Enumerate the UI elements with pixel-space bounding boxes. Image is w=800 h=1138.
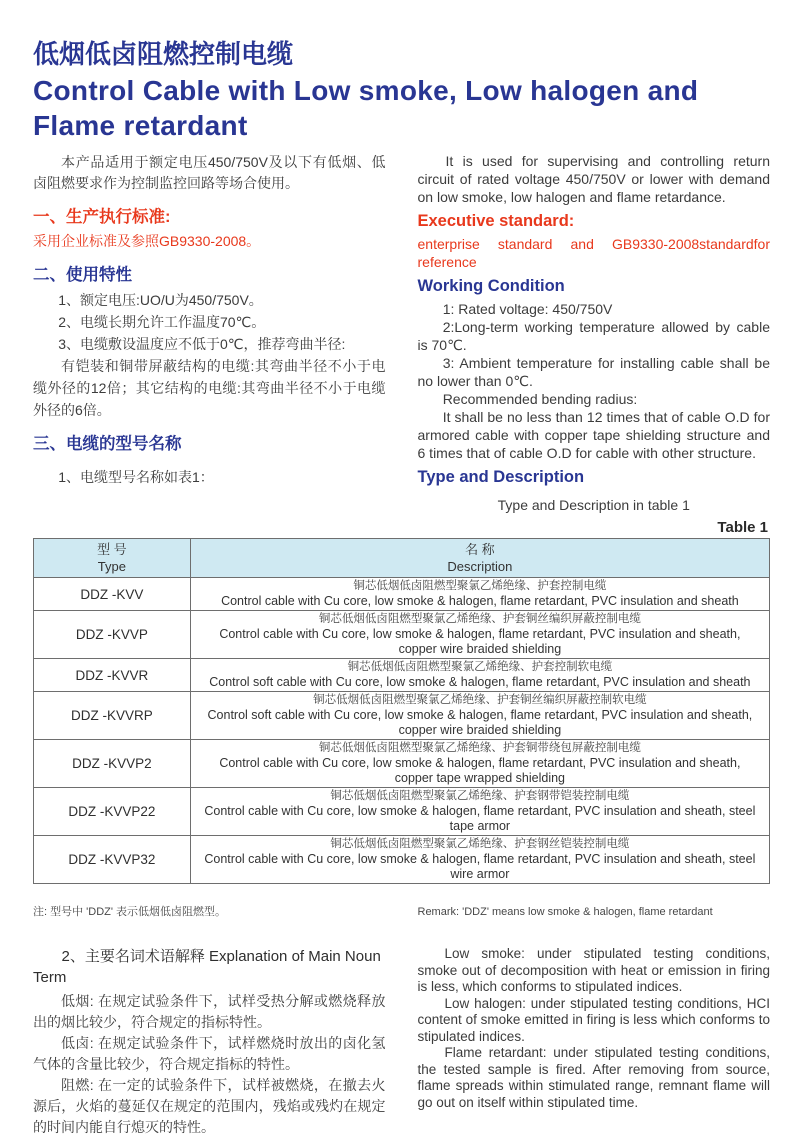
table-body [34,578,770,884]
glossary-section [33,946,770,1138]
type-cell: DDZ -KVVP2 [34,740,191,788]
type-header-cn: 型 号 [97,542,127,557]
glossary-paragraph-en: Flame retardant: under stipulated testing conditions, the tested sample is fired. After removing from source, flame spreads within stimulated range, remnant flame will go out on itself within stipulated time. [417,1045,770,1110]
description-en: Control cable with Cu core, low smoke & halogen, flame retardant, PVC insulation and sheath, copper tape wrapped shielding [219,756,741,785]
glossary-paragraph-en: Low smoke: under stipulated testing conditions, smoke out of decomposition with heat or emission in firing is less, which conforms to stipulated indices. [417,946,770,994]
type-column-header [34,539,191,578]
description-cell [190,692,769,740]
glossary-paragraph-en: Low halogen: under stipulated testing conditions, HCI content of smoke emitted in firing is less which conforms to stipulated indices. [417,995,770,1044]
usage-item: 1、额定电压:UO/U为450/750V。 [58,292,263,308]
description-header-cn: 名 称 [465,542,495,557]
table-row [34,578,770,611]
table-caption-cn: 1、电缆型号名称如表1： [58,469,214,485]
glossary-chinese-column [33,946,386,1138]
description-cell [190,836,769,884]
page-title-en [33,73,770,143]
description-column-header [190,539,769,578]
description-en: Control soft cable with Cu core, low smoke & halogen, flame retardant, PVC insulation and sheath, copper wire braided shielding [207,708,753,737]
description-cn: 铜芯低烟低卤阻燃型聚氯乙烯绝缘、护套钢丝铠装控制电缆 [330,838,630,850]
usage-items-cn [33,289,386,421]
working-item: 1: Rated voltage: 450/750V [442,301,613,317]
type-header-en: Type [97,559,126,574]
glossary-paragraph-cn: 阻燃: 在一定的试验条件下，试样被燃烧，在撤去火源后，火焰的蔓延仅在规定的范围内，残焰或残灼在规定的时间内能自行熄灭的特性。 [33,1077,386,1135]
type-cell: DDZ -KVVP32 [34,836,191,884]
glossary-heading: 2、主要名词术语解释 Explanation of Main Noun Term [33,948,381,986]
description-header-en: Description [447,559,513,574]
usage-item: 3、电缆敷设温度应不低于0℃，推荐弯曲半径: [58,336,346,352]
description-cn: 铜芯低烟低卤阻燃型聚氯乙烯绝缘、护套铜丝编织屏蔽控制软电缆 [313,694,647,706]
upper-columns [33,152,770,514]
description-en: Control cable with Cu core, low smoke & halogen, flame retardant, PVC insulation and sheath [221,594,739,608]
type-cell: DDZ -KVV [34,578,191,611]
page-title-en-line1: Control Cable with Low smoke, Low halogen and [33,75,699,106]
table-note-cn: 注: 型号中 'DDZ' 表示低烟低卤阻燃型。 [33,906,227,918]
table-row [34,836,770,884]
working-item: Recommended bending radius: [442,391,638,407]
description-cn: 铜芯低烟低卤阻燃型聚氯乙烯绝缘、护套钢带铠装控制电缆 [330,790,630,802]
description-cell [190,659,769,692]
table-header [34,539,770,578]
table-caption-en: Type and Description in table 1 [497,497,690,513]
table-row [34,788,770,836]
usage-item: 2、电缆长期允许工作温度70℃。 [58,314,266,330]
type-cell: DDZ -KVVR [34,659,191,692]
working-condition-heading: Working Condition [417,277,565,295]
working-item: 2:Long-term working temperature allowed by cable is 70℃. [417,319,770,353]
working-item: It shall be no less than 12 times that of cable O.D for armored cable with copper tape shielding structure and 6 times that of cable O.D for cable with other structure. [417,409,770,461]
description-cn: 铜芯低烟低卤阻燃型聚氯乙烯绝缘、护套控制电缆 [353,580,607,592]
working-item: 3: Ambient temperature for installing cable shall be no lower than 0℃. [417,355,770,389]
exec-standard-body-cn: 采用企业标准及参照GB9330-2008。 [33,233,261,249]
glossary-english-column [418,946,771,1138]
english-column [418,152,771,514]
description-cn: 铜芯低烟低卤阻燃型聚氯乙烯绝缘、护套控制软电缆 [347,661,613,673]
chinese-column [33,152,386,514]
type-description-heading: Type and Description [417,468,585,486]
exec-standard-body-en: enterprise standard and GB9330-2008standardfor reference [417,236,770,270]
usage-paragraph-cn: 有铠装和铜带屏蔽结构的电缆:其弯曲半径不小于电缆外径的12倍；其它结构的电缆:其弯曲半径不小于电缆外径的6倍。 [33,358,386,418]
page-title-cn: 低烟低卤阻燃控制电缆 [33,39,294,69]
working-condition-items [418,300,771,462]
type-heading-cn: 三、电缆的型号名称 [33,435,182,453]
description-cell [190,788,769,836]
description-en: Control cable with Cu core, low smoke & halogen, flame retardant, PVC insulation and sheath, steel tape armor [204,804,756,833]
description-cn: 铜芯低烟低卤阻燃型聚氯乙烯绝缘、护套铜丝编织屏蔽控制电缆 [318,613,641,625]
table-row [34,611,770,659]
glossary-paragraph-cn: 低卤: 在规定试验条件下，试样燃烧时放出的卤化氢气体的含量比较少，符合规定指标的特性。 [33,1035,386,1072]
description-en: Control cable with Cu core, low smoke & halogen, flame retardant, PVC insulation and sheath, copper wire braided shielding [219,627,741,656]
exec-standard-heading-cn: 一、生产执行标准: [33,208,171,226]
description-cn: 铜芯低烟低卤阻燃型聚氯乙烯绝缘、护套铜带绕包屏蔽控制电缆 [318,742,641,754]
table-row [34,740,770,788]
table-row [34,659,770,692]
description-en: Control soft cable with Cu core, low smoke & halogen, flame retardant, PVC insulation and sheath [209,675,751,689]
table-notes [33,905,770,919]
exec-standard-heading-en: Executive standard: [417,212,575,230]
table-header-row [34,539,770,578]
type-description-table [33,538,770,884]
usage-heading-cn: 二、使用特性 [33,266,132,284]
table-note-en: Remark: 'DDZ' means low smoke & halogen, flame retardant [417,906,713,918]
intro-paragraph-cn: 本产品适用于额定电压450/750V及以下有低烟、低卤阻燃要求作为控制监控回路等场合使用。 [33,154,386,191]
type-cell: DDZ -KVVP22 [34,788,191,836]
table-row [34,692,770,740]
page-title-en-line2: Flame retardant [33,110,248,141]
intro-paragraph-en: It is used for supervising and controlling return circuit of rated voltage 450/750V or lower with demand on low smoke, low halogen and flame retardance. [417,153,770,205]
description-cell [190,611,769,659]
glossary-paragraph-cn: 低烟: 在规定试验条件下，试样受热分解或燃烧释放出的烟比较少，符合规定的指标特性。 [33,993,386,1030]
table-label: Table 1 [717,519,768,536]
description-en: Control cable with Cu core, low smoke & halogen, flame retardant, PVC insulation and sheath, steel wire armor [204,852,756,881]
description-cell [190,740,769,788]
description-cell [190,578,769,611]
type-cell: DDZ -KVVRP [34,692,191,740]
type-cell: DDZ -KVVP [34,611,191,659]
